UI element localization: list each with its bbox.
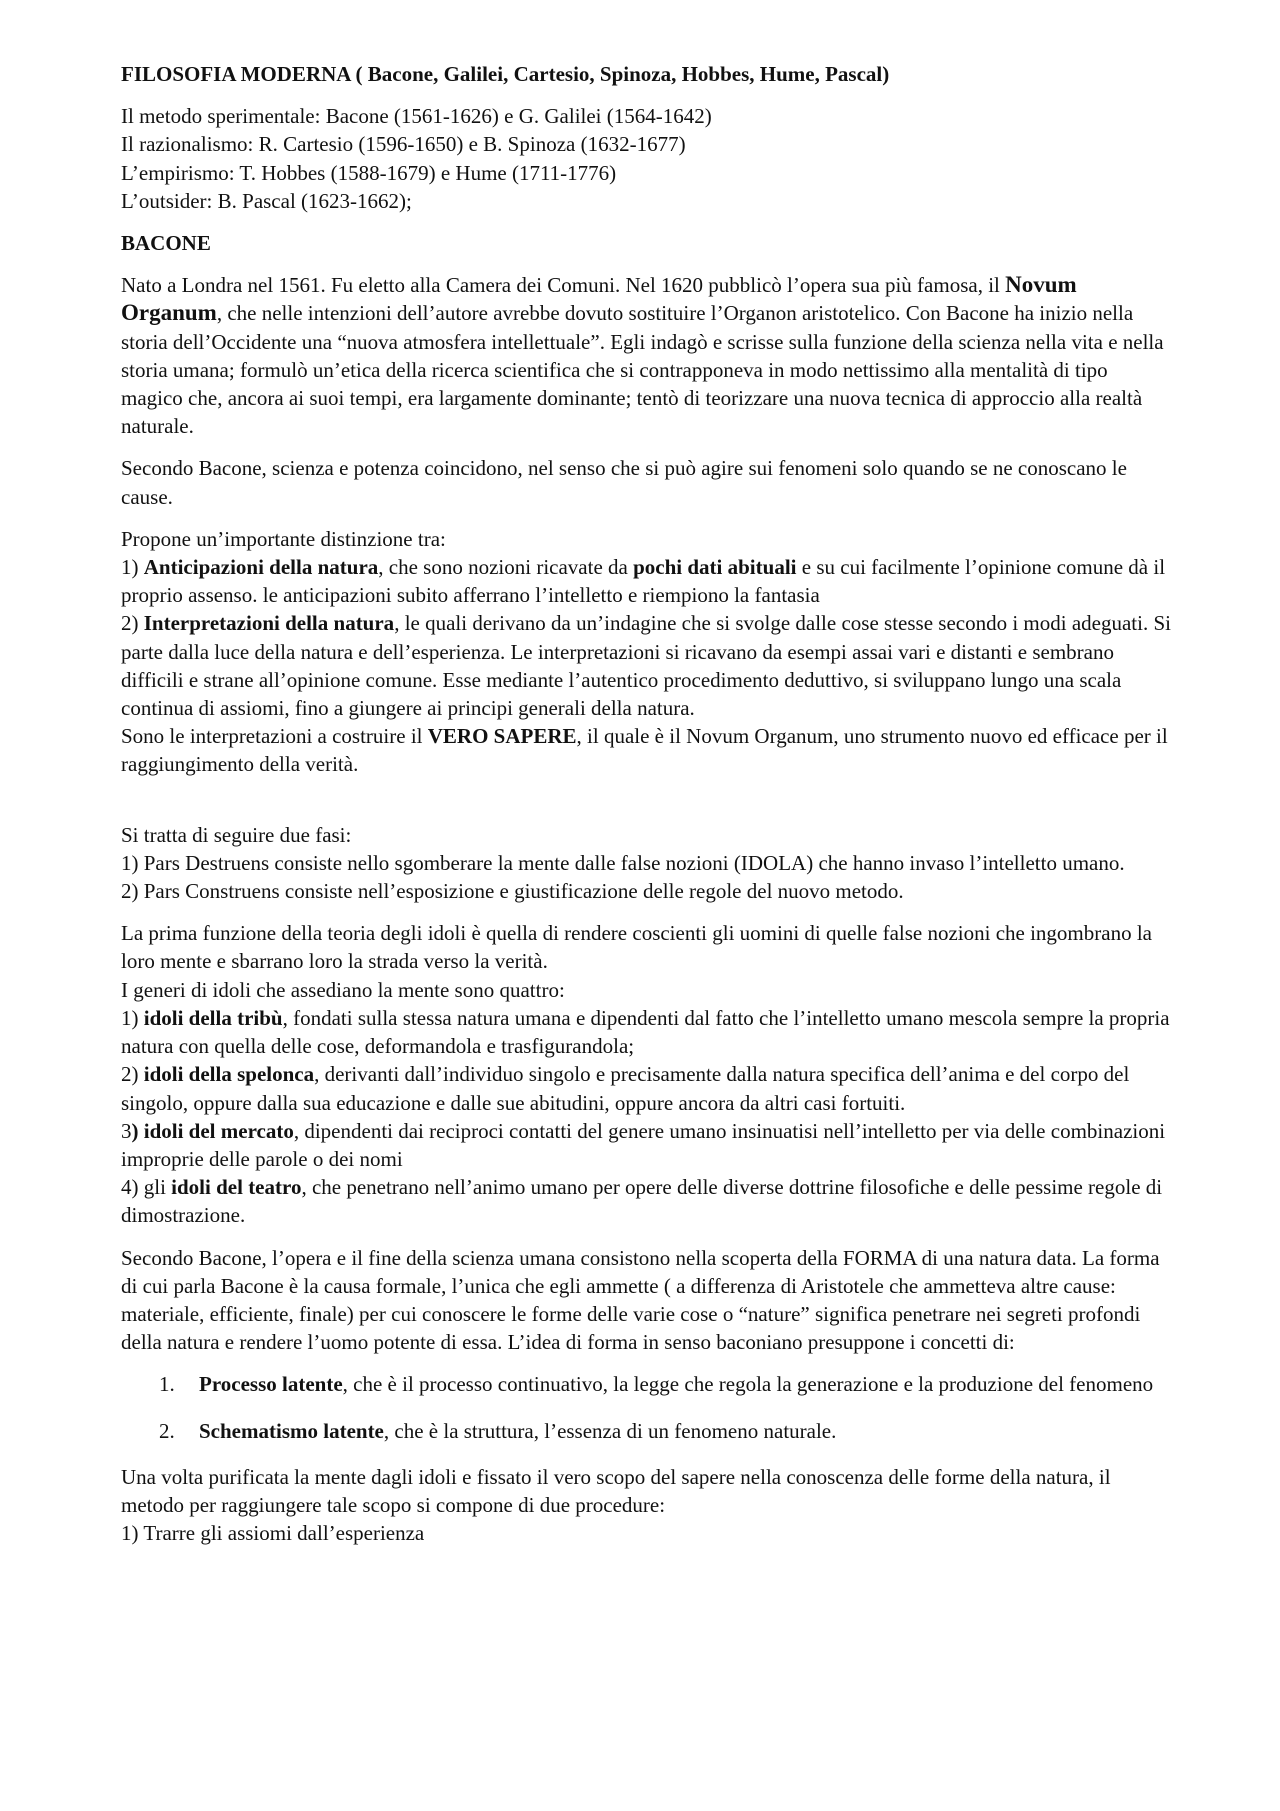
- paragraph-scienza-potenza: Secondo Bacone, scienza e potenza coincidono, nel senso che si può agire sui fenomeni solo quando se ne conoscano le cause.: [121, 456, 1127, 509]
- distinction-conclusion: Sono le interpretazioni a costruire il VERO SAPERE, il quale è il Novum Organum, uno strumento nuovo ed efficace per il raggiungimento della verità.: [121, 724, 1168, 777]
- novum-organum-term: Novum Organum: [121, 272, 1077, 326]
- procedure-item: 1) Trarre gli assiomi dall’esperienza: [121, 1521, 425, 1546]
- paragraph-metodo: Una volta purificata la mente dagli idoli e fissato il vero scopo del sapere nella conoscenza delle forme della natura, il metodo per raggiungere tale scopo si compone di due procedure: 1) Trarre gli assiomi dall’esperienza: [121, 1463, 1171, 1548]
- distinction-item-1: 1) Anticipazioni della natura, che sono nozioni ricavate da pochi dati abituali e su cui facilmente l’opinione comune dà il proprio assenso. le anticipazioni subito afferrano l’intelletto e riempiono la fantasia: [121, 555, 1166, 608]
- paragraph-biography: Nato a Londra nel 1561. Fu eletto alla Camera dei Comuni. Nel 1620 pubblicò l’opera sua più famosa, il Novum Organum, che nelle intenzioni dell’autore avrebbe dovuto sostituire l’Organon aristotelico. Con Bacone ha inizio nella storia dell’Occidente una “nuova atmosfera intellettuale”. Egli indagò e scrisse sulla funzione della scienza nella vita e nella storia umana; formulò un’etica della ricerca scientifica che si contrapponeva in modo nettissimo alla mentalità di tipo magico che, ancora ai suoi tempi, era largamente dominante; tentò di teorizzare una nuova tecnica di approccio alla realtà naturale.: [121, 272, 1164, 439]
- document-page: [121, 60, 1171, 1561]
- idolo-item: 4) gli idoli del teatro, che penetrano nell’animo umano per opere delle diverse dottrine filosofiche e delle pessime regole di dimostrazione.: [121, 1175, 1163, 1228]
- list-item: 1. Processo latente, che è il processo continuativo, la legge che regola la generazione e la produzione del fenomeno: [159, 1372, 1154, 1397]
- overview-line: L’empirismo: T. Hobbes (1588-1679) e Hume (1711-1776): [121, 160, 617, 185]
- overview-line: Il metodo sperimentale: Bacone (1561-1626) e G. Galilei (1564-1642): [121, 104, 712, 129]
- paragraph-forma: Secondo Bacone, l’opera e il fine della scienza umana consistono nella scoperta della FORMA di una natura data. La forma di cui parla Bacone è la causa formale, l’unica che egli ammette ( a differenza di Aristotele che ammetteva altre cause: materiale, efficiente, finale) per cui conoscere le forme delle varie cose o “nature” significa penetrare nei segreti profondi della natura e rendere l’uomo potente di essa. L’idea di forma in senso baconiano presuppone i concetti di:: [121, 1245, 1160, 1355]
- paragraph-fasi: Si tratta di seguire due fasi: 1) Pars Destruens consiste nello sgomberare la mente dalle false nozioni (IDOLA) che hanno invaso l’intelletto umano. 2) Pars Construens consiste nell’esposizione e giustificazione delle regole del nuovo metodo.: [121, 821, 1171, 906]
- idolo-item: 2) idoli della spelonca, derivanti dall’individuo singolo e precisamente dalla natura specifica dell’anima e del corpo del singolo, oppure dalla sua educazione e dalle sue abitudini, oppure ancora da altri casi fortuiti.: [121, 1062, 1130, 1115]
- paragraph-distinzione: Propone un’importante distinzione tra: 1) Anticipazioni della natura, che sono nozioni ricavate da pochi dati abituali e su cui facilmente l’opinione comune dà il proprio assenso. le anticipazioni subito afferrano l’intelletto e riempiono la fantasia 2) Interpretazioni della natura, le quali derivano da un’indagine che si svolge dalle cose stesse secondo i modi adeguati. Si parte dalla luce della natura e dell’esperienza. Le interpretazioni si ricavano da esempi assai vari e distanti e sembrano difficili e strane all’opinione comune. Esse mediante l’autentico procedimento deduttivo, si sviluppano lungo una scala continua di assiomi, fino a giungere ai principi generali della natura. Sono le interpretazioni a costruire il VERO SAPERE, il quale è il Novum Organum, uno strumento nuovo ed efficace per il raggiungimento della verità.: [121, 525, 1171, 779]
- fase-item: 2) Pars Construens consiste nell’esposizione e giustificazione delle regole del nuovo metodo.: [121, 879, 904, 904]
- paragraph-idoli: La prima funzione della teoria degli idoli è quella di rendere coscienti gli uomini di quelle false nozioni che ingombrano la loro mente e sbarrano loro la strada verso la verità. I generi di idoli che assediano la mente sono quattro: 1) idoli della tribù, fondati sulla stessa natura umana e dipendenti dal fatto che l’intelletto umano mescola sempre la propria natura con quella delle cose, deformandola e trasfigurandola; 2) idoli della spelonca, derivanti dall’individuo singolo e precisamente dalla natura specifica dell’anima e del corpo del singolo, oppure dalla sua educazione e dalle sue abitudini, oppure ancora da altri casi fortuiti. 3) idoli del mercato, dipendenti dai reciproci contatti del genere umano insinuatisi nell’intelletto per via delle combinazioni improprie delle parole o dei nomi 4) gli idoli del teatro, che penetrano nell’animo umano per opere delle diverse dottrine filosofiche e delle pessime regole di dimostrazione.: [121, 919, 1171, 1229]
- fase-item: 1) Pars Destruens consiste nello sgomberare la mente dalle false nozioni (IDOLA) che hanno invaso l’intelletto umano.: [121, 850, 1125, 875]
- overview-line: Il razionalismo: R. Cartesio (1596-1650) e B. Spinoza (1632-1677): [121, 132, 686, 157]
- list-item: 2. Schematismo latente, che è la struttura, l’essenza di un fenomeno naturale.: [159, 1418, 837, 1443]
- forma-concepts-list: [121, 1370, 1171, 1444]
- blank-line: [121, 793, 1171, 821]
- overview-line: L’outsider: B. Pascal (1623-1662);: [121, 188, 412, 213]
- section-heading: BACONE: [121, 231, 211, 256]
- idolo-item: 1) idoli della tribù, fondati sulla stessa natura umana e dipendenti dal fatto che l’intelletto umano mescola sempre la propria natura con quella delle cose, deformandola e trasfigurandola;: [121, 1005, 1170, 1059]
- idolo-item: 3) idoli del mercato, dipendenti dai reciproci contatti del genere umano insinuatisi nell’intelletto per via delle combinazioni improprie delle parole o dei nomi: [121, 1118, 1166, 1171]
- overview-block: [121, 102, 1171, 215]
- distinction-item-2: 2) Interpretazioni della natura, le quali derivano da un’indagine che si svolge dalle cose stesse secondo i modi adeguati. Si parte dalla luce della natura e dell’esperienza. Le interpretazioni si ricavano da esempi assai vari e distanti e sembrano difficili e strane all’opinione comune. Esse mediante l’autentico procedimento deduttivo, si sviluppano lungo una scala continua di assiomi, fino a giungere ai principi generali della natura.: [121, 611, 1171, 721]
- document-title: FILOSOFIA MODERNA ( Bacone, Galilei, Cartesio, Spinoza, Hobbes, Hume, Pascal): [121, 62, 890, 86]
